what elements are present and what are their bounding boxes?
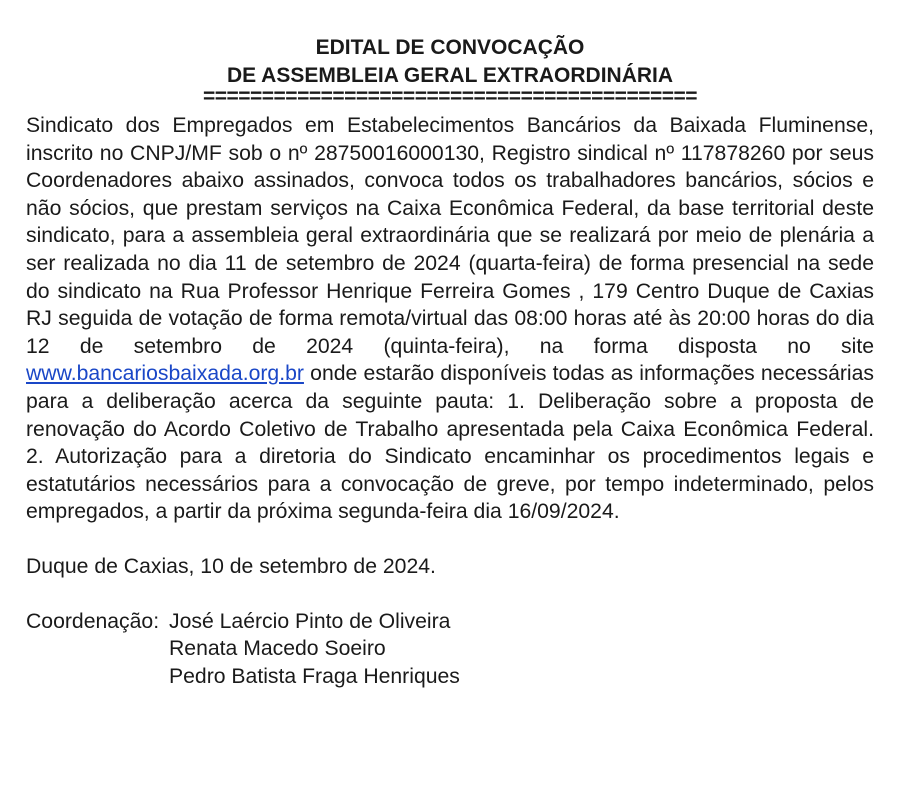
coordination-names xyxy=(165,608,460,691)
body-text-before-link: Sindicato dos Empregados em Estabelecimentos Bancários da Baixada Fluminense, inscrito no CNPJ/MF sob o nº 28750016000130, Registro sindical nº 117878260 por seus Coordenadores abaixo assinados, convoca todos os trabalhadores bancários, sócios e não sócios, que prestam serviços na Caixa Econômica Federal, da base territorial deste sindicato, para a assembleia geral extraordinária que se realizará por meio de plenária a ser realizada no dia 11 de setembro de 2024 (quarta-feira) de forma presencial na sede do sindicato na Rua Professor Henrique Ferreira Gomes , 179 Centro Duque de Caxias RJ seguida de votação de forma remota/virtual das 08:00 horas até às 20:00 horas do dia 12 de setembro de 2024 (quinta-feira), na forma disposta no site xyxy=(26,114,874,358)
notice-title-line2: DE ASSEMBLEIA GERAL EXTRAORDINÁRIA xyxy=(226,64,674,87)
coordinator-name: Renata Macedo Soeiro xyxy=(169,637,386,661)
coordinator-name: José Laércio Pinto de Oliveira xyxy=(169,609,451,633)
notice-body xyxy=(26,112,874,526)
website-link[interactable]: www.bancariosbaixada.org.br xyxy=(26,362,304,386)
date-location-line: Duque de Caxias, 10 de setembro de 2024. xyxy=(26,554,436,578)
coordination-label: Coordenação: xyxy=(26,609,165,633)
notice-title-line1: EDITAL DE CONVOCAÇÃO xyxy=(315,36,585,59)
coordination-block xyxy=(26,608,874,691)
coordinator-name: Pedro Batista Fraga Henriques xyxy=(169,664,460,688)
title-divider: ========================================== xyxy=(202,90,698,106)
body-text-after-link: onde estarão disponíveis todas as informações necessárias para a deliberação acerca da seguinte pauta: 1. Deliberação sobre a proposta de renovação do Acordo Coletivo de Trabalho apresentada pela Caixa Econômica Federal. 2. Autorização para a diretoria do Sindicato encaminhar os procedimentos legais e estatutários necessários para a convocação de greve, por tempo indeterminado, pelos empregados, a partir da próxima segunda-feira dia 16/09/2024. xyxy=(26,362,874,524)
